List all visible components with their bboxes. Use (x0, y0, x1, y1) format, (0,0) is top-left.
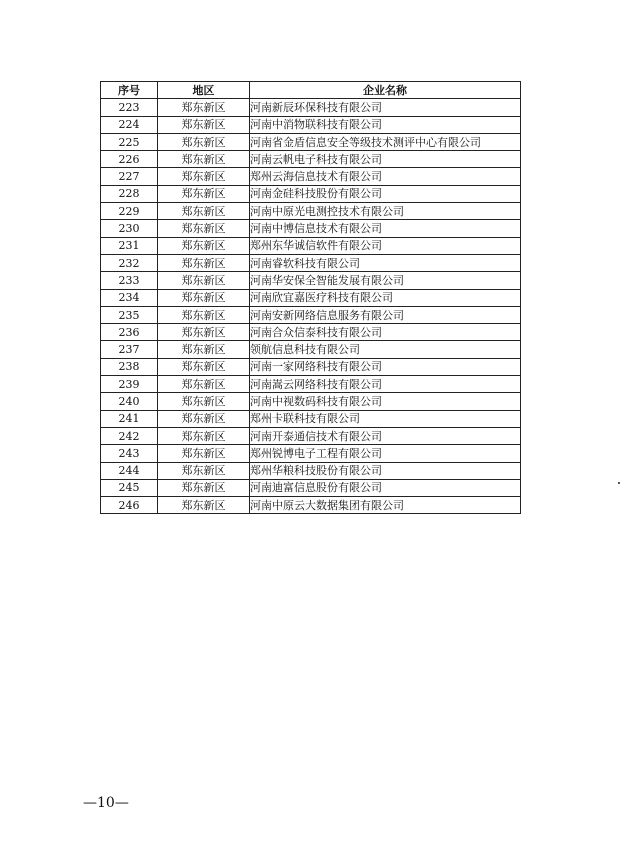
row-company-name: 河南华安保全智能发展有限公司 (250, 272, 521, 289)
row-seq: 237 (101, 341, 158, 358)
row-region: 郑东新区 (158, 116, 250, 133)
table-row (101, 306, 521, 323)
table-body (101, 99, 521, 514)
row-company-name: 郑州云海信息技术有限公司 (250, 168, 521, 185)
row-seq: 227 (101, 168, 158, 185)
row-seq: 230 (101, 220, 158, 237)
table-row (101, 479, 521, 496)
row-company-name: 河南开泰通信技术有限公司 (250, 427, 521, 444)
row-seq: 245 (101, 479, 158, 496)
row-seq: 240 (101, 393, 158, 410)
row-region: 郑东新区 (158, 497, 250, 514)
row-seq: 224 (101, 116, 158, 133)
row-seq: 226 (101, 151, 158, 168)
table-row (101, 168, 521, 185)
table-row (101, 393, 521, 410)
table-row (101, 272, 521, 289)
row-region: 郑东新区 (158, 254, 250, 271)
row-seq: 239 (101, 376, 158, 393)
row-region: 郑东新区 (158, 341, 250, 358)
table-row (101, 324, 521, 341)
row-company-name: 河南欣宜嘉医疗科技有限公司 (250, 289, 521, 306)
table-row (101, 445, 521, 462)
row-region: 郑东新区 (158, 203, 250, 220)
table-row (101, 289, 521, 306)
table-row (101, 254, 521, 271)
row-company-name: 郑州锐博电子工程有限公司 (250, 445, 521, 462)
table-row (101, 151, 521, 168)
row-region: 郑东新区 (158, 427, 250, 444)
row-region: 郑东新区 (158, 410, 250, 427)
row-company-name: 郑州东华诚信软件有限公司 (250, 237, 521, 254)
row-company-name: 河南云帆电子科技有限公司 (250, 151, 521, 168)
row-seq: 234 (101, 289, 158, 306)
row-seq: 229 (101, 203, 158, 220)
row-seq: 246 (101, 497, 158, 514)
row-seq: 231 (101, 237, 158, 254)
row-company-name: 河南金硅科技股份有限公司 (250, 185, 521, 202)
row-company-name: 河南安新网络信息服务有限公司 (250, 306, 521, 323)
row-company-name: 河南迪富信息股份有限公司 (250, 479, 521, 496)
row-company-name: 河南新辰环保科技有限公司 (250, 99, 521, 116)
row-company-name: 河南合众信泰科技有限公司 (250, 324, 521, 341)
table-row (101, 376, 521, 393)
table-row (101, 410, 521, 427)
table-row (101, 462, 521, 479)
scan-mark (618, 482, 620, 484)
row-company-name: 郑州卡联科技有限公司 (250, 410, 521, 427)
table-row (101, 203, 521, 220)
row-company-name: 河南省金盾信息安全等级技术测评中心有限公司 (250, 133, 521, 150)
row-seq: 228 (101, 185, 158, 202)
row-company-name: 河南一家网络科技有限公司 (250, 358, 521, 375)
page-number: —10— (83, 795, 129, 811)
row-region: 郑东新区 (158, 151, 250, 168)
table-row (101, 185, 521, 202)
table-header-row (101, 82, 521, 99)
row-seq: 243 (101, 445, 158, 462)
row-region: 郑东新区 (158, 479, 250, 496)
table-row (101, 220, 521, 237)
row-seq: 223 (101, 99, 158, 116)
table-row (101, 427, 521, 444)
table-row (101, 237, 521, 254)
row-region: 郑东新区 (158, 358, 250, 375)
row-region: 郑东新区 (158, 376, 250, 393)
row-region: 郑东新区 (158, 289, 250, 306)
row-region: 郑东新区 (158, 185, 250, 202)
table-row (101, 358, 521, 375)
row-company-name: 河南中视数码科技有限公司 (250, 393, 521, 410)
row-region: 郑东新区 (158, 272, 250, 289)
table-row (101, 99, 521, 116)
row-company-name: 河南嵩云网络科技有限公司 (250, 376, 521, 393)
row-region: 郑东新区 (158, 462, 250, 479)
table-row (101, 133, 521, 150)
row-seq: 241 (101, 410, 158, 427)
row-seq: 236 (101, 324, 158, 341)
row-company-name: 河南中消物联科技有限公司 (250, 116, 521, 133)
table-row (101, 341, 521, 358)
row-region: 郑东新区 (158, 306, 250, 323)
header-region: 地区 (158, 82, 250, 99)
row-region: 郑东新区 (158, 168, 250, 185)
row-company-name: 河南中原光电测控技术有限公司 (250, 203, 521, 220)
row-company-name: 河南中原云大数据集团有限公司 (250, 497, 521, 514)
row-seq: 232 (101, 254, 158, 271)
row-seq: 238 (101, 358, 158, 375)
header-seq: 序号 (101, 82, 158, 99)
row-seq: 233 (101, 272, 158, 289)
row-company-name: 领航信息科技有限公司 (250, 341, 521, 358)
header-company-name: 企业名称 (250, 82, 521, 99)
row-region: 郑东新区 (158, 237, 250, 254)
table-row (101, 116, 521, 133)
row-company-name: 郑州华粮科技股份有限公司 (250, 462, 521, 479)
company-table (100, 81, 521, 514)
row-company-name: 河南中博信息技术有限公司 (250, 220, 521, 237)
row-region: 郑东新区 (158, 133, 250, 150)
row-seq: 244 (101, 462, 158, 479)
row-region: 郑东新区 (158, 324, 250, 341)
row-region: 郑东新区 (158, 220, 250, 237)
row-region: 郑东新区 (158, 393, 250, 410)
row-region: 郑东新区 (158, 99, 250, 116)
row-region: 郑东新区 (158, 445, 250, 462)
table-row (101, 497, 521, 514)
row-seq: 225 (101, 133, 158, 150)
row-seq: 242 (101, 427, 158, 444)
row-company-name: 河南睿软科技有限公司 (250, 254, 521, 271)
row-seq: 235 (101, 306, 158, 323)
